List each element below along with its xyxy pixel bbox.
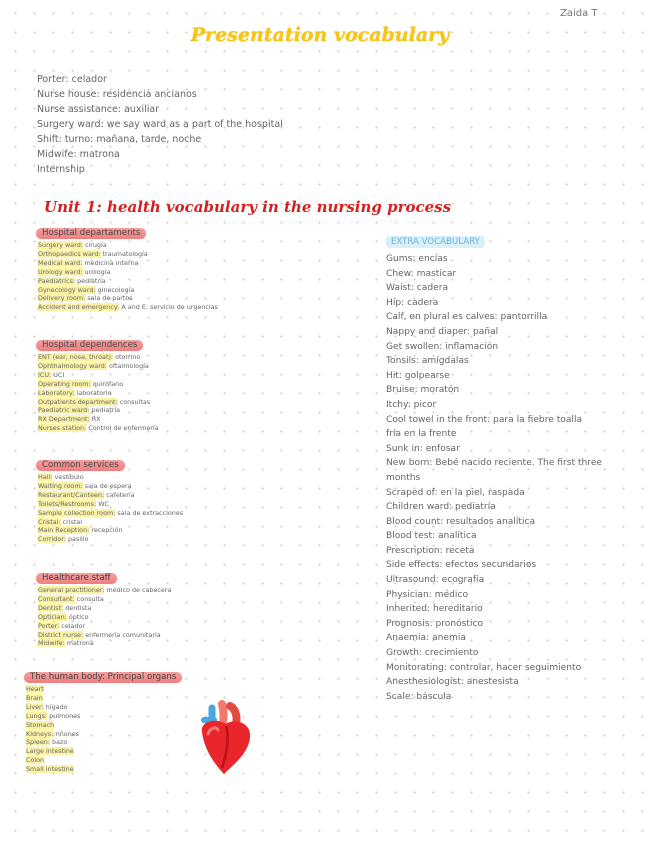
vocab-meaning: sala de espera bbox=[84, 481, 132, 490]
vocab-item bbox=[26, 730, 336, 739]
extra-vocab-line: Get swollen: inflamación bbox=[386, 341, 499, 352]
vocab-meaning: vestíbulo bbox=[54, 473, 84, 481]
vocab-term: Ophthalmology ward: bbox=[38, 361, 107, 370]
vocab-item bbox=[38, 406, 348, 415]
vocab-term: Waiting room: bbox=[38, 481, 83, 490]
extra-vocab-line: Physician: médico bbox=[386, 589, 469, 600]
vocab-meaning: pulmones bbox=[49, 711, 81, 720]
vocab-item bbox=[26, 712, 336, 721]
vocab-item bbox=[38, 250, 348, 259]
vocab-term: Kidneys: bbox=[26, 729, 54, 738]
vocab-item bbox=[26, 738, 336, 747]
vocab-item bbox=[38, 535, 348, 544]
vocab-item bbox=[26, 756, 336, 765]
vocab-term: Stomach bbox=[26, 720, 55, 729]
extra-vocab-line: Tonsils: amígdalas bbox=[386, 356, 469, 367]
vocab-item bbox=[38, 415, 348, 424]
vocab-item bbox=[38, 491, 348, 500]
section-items bbox=[38, 473, 348, 544]
vocab-meaning: otorrino bbox=[115, 353, 141, 361]
intro-line: Midwife: matrona bbox=[37, 149, 120, 160]
vocab-meaning: UCI bbox=[53, 370, 65, 379]
vocab-term: Cristal: bbox=[38, 517, 61, 526]
extra-vocab-line: Sunk in: enfosar bbox=[386, 443, 460, 454]
extra-vocab-line: Ultrasound: ecografía bbox=[386, 575, 485, 586]
vocab-meaning: oftalmología bbox=[109, 361, 149, 370]
vocab-item bbox=[38, 241, 348, 250]
extra-vocabulary-list bbox=[386, 252, 602, 704]
vocab-meaning: laboratorio bbox=[76, 388, 112, 397]
vocab-meaning: pediatría bbox=[77, 276, 106, 285]
page-title: Presentation vocabulary bbox=[190, 24, 450, 46]
extra-vocab-line: Growth: crecimiento bbox=[386, 648, 479, 659]
vocab-item bbox=[38, 586, 348, 595]
vocab-term: Small intestine bbox=[26, 765, 74, 774]
vocab-item bbox=[38, 639, 348, 648]
vocab-term: Paediatrics: bbox=[38, 276, 76, 285]
vocab-term: Brain bbox=[26, 693, 43, 702]
intro-line: Surgery ward: we say ward as a part of the hospital bbox=[37, 119, 283, 130]
section-heading: Hospital dependences bbox=[36, 340, 143, 351]
extra-vocab-line: Anesthesiologist: anestesista bbox=[386, 677, 519, 688]
extra-vocab-line: Hip: cadera bbox=[386, 297, 439, 308]
section-common-services bbox=[38, 452, 348, 544]
vocab-meaning: Control de enfermería bbox=[88, 424, 159, 433]
extra-vocab-line: Blood test: analítica bbox=[386, 531, 477, 542]
vocab-term: Spleen: bbox=[26, 738, 50, 747]
vocab-meaning: urología bbox=[84, 267, 111, 276]
vocab-term: Restaurant/Canteen: bbox=[38, 490, 105, 499]
intro-line: Shift: turno: mañana, tarde, noche bbox=[37, 134, 202, 145]
extra-vocab-line: Chew: masticar bbox=[386, 268, 457, 279]
vocab-term: Optician: bbox=[38, 612, 67, 621]
section-items bbox=[38, 586, 348, 648]
vocab-term: Surgery ward: bbox=[38, 241, 83, 249]
vocab-meaning: hígado bbox=[45, 702, 68, 711]
vocab-term: Nurses station: bbox=[38, 424, 87, 433]
vocab-term: Lungs: bbox=[26, 711, 48, 720]
section-heading: Healthcare staff bbox=[36, 573, 117, 584]
vocab-meaning: bazo bbox=[52, 738, 68, 747]
intro-line: Porter: celador bbox=[37, 74, 107, 85]
section-healthcare-staff bbox=[38, 565, 348, 648]
extra-vocab-line: Itchy: picor bbox=[386, 399, 437, 410]
extra-vocab-line: Waist: cadera bbox=[386, 283, 449, 294]
vocab-term: Porter: bbox=[38, 621, 60, 630]
vocab-meaning: A and E: servicio de urgencias bbox=[121, 303, 218, 312]
vocab-term: Gynecology ward: bbox=[38, 285, 96, 294]
vocab-term: District nurse: bbox=[38, 630, 84, 639]
vocab-item bbox=[38, 389, 348, 398]
vocab-term: General practitioner: bbox=[38, 586, 105, 594]
vocab-item bbox=[38, 473, 348, 482]
extra-vocab-line: Inherited: hereditario bbox=[386, 604, 483, 615]
vocab-term: Orthopaedics ward: bbox=[38, 249, 101, 258]
vocab-term: Consultant: bbox=[38, 594, 75, 603]
vocab-meaning: cafetería bbox=[106, 490, 135, 499]
vocab-item bbox=[26, 694, 336, 703]
extra-vocab-line: Side effects: efectos secundarios bbox=[386, 560, 537, 571]
extra-vocabulary-title: EXTRA VOCABULARY bbox=[386, 236, 485, 248]
extra-vocab-line: Prescription: receta bbox=[386, 545, 475, 556]
extra-vocab-line: months bbox=[386, 472, 421, 483]
section-items bbox=[38, 241, 348, 312]
vocab-term: Main Reception: bbox=[38, 526, 90, 535]
vocab-meaning: enfermería comunitaria bbox=[85, 630, 161, 639]
vocab-item bbox=[38, 380, 348, 389]
vocab-term: ENT (ear, nose, throat): bbox=[38, 353, 114, 361]
vocab-item bbox=[38, 509, 348, 518]
extra-vocab-line: Nappy and diaper: pañal bbox=[386, 326, 499, 337]
vocab-item bbox=[38, 398, 348, 407]
vocab-item bbox=[38, 424, 348, 433]
intro-line: Nurse house: residencia ancianos bbox=[37, 89, 197, 100]
extra-vocab-line: Hit: golpearse bbox=[386, 370, 450, 381]
extra-vocab-line: New born: Bebé nacido reciente. The first three bbox=[386, 458, 603, 469]
vocab-term: Liver: bbox=[26, 702, 44, 711]
section-human-body bbox=[26, 664, 336, 774]
vocab-item bbox=[38, 259, 348, 268]
extra-vocab-line: fría en la frente bbox=[386, 429, 457, 440]
vocab-term: ICU: bbox=[38, 370, 52, 379]
vocab-meaning: cirugía bbox=[84, 241, 107, 249]
vocab-term: Large intestine bbox=[26, 747, 74, 756]
vocab-item bbox=[38, 482, 348, 491]
vocab-meaning: dentista bbox=[65, 603, 92, 612]
vocab-meaning: consultas bbox=[119, 397, 151, 406]
vocab-meaning: medicina interna bbox=[84, 258, 139, 267]
vocab-item bbox=[38, 518, 348, 527]
vocab-item bbox=[38, 595, 348, 604]
vocab-item bbox=[38, 286, 348, 295]
section-items bbox=[26, 685, 336, 774]
vocab-term: Urology ward: bbox=[38, 267, 83, 276]
vocab-item bbox=[26, 721, 336, 730]
vocab-term: Operating room: bbox=[38, 379, 91, 388]
section-heading: The human body: Principal organs bbox=[24, 672, 182, 683]
vocab-term: Colon bbox=[26, 756, 45, 765]
vocab-meaning: traumatología bbox=[102, 249, 148, 258]
vocab-meaning: cristal bbox=[62, 517, 83, 526]
extra-vocab-line: Scale: báscula bbox=[386, 691, 452, 702]
vocab-term: Laboratory: bbox=[38, 388, 75, 397]
vocab-item bbox=[38, 526, 348, 535]
vocab-item bbox=[38, 604, 348, 613]
vocab-meaning: pediatría bbox=[91, 406, 121, 415]
vocab-item bbox=[26, 685, 336, 694]
vocab-meaning: médico de cabecera bbox=[106, 586, 172, 594]
vocab-item bbox=[38, 613, 348, 622]
intro-list bbox=[37, 72, 283, 177]
extra-vocab-line: Prognosis: pronóstico bbox=[386, 618, 484, 629]
unit-title: Unit 1: health vocabulary in the nursing process bbox=[44, 198, 452, 216]
extra-vocab-line: Gums: encías bbox=[386, 254, 448, 264]
section-heading: Common services bbox=[36, 460, 125, 471]
vocab-item bbox=[26, 747, 336, 756]
vocab-term: RX Department: bbox=[38, 415, 90, 424]
heart-illustration bbox=[190, 698, 272, 784]
extra-vocab-line: Calf, en plural es calves: pantorrilla bbox=[386, 312, 548, 323]
section-items bbox=[38, 353, 348, 433]
vocab-term: Paediatric ward: bbox=[38, 406, 90, 415]
vocab-term: Corridor: bbox=[38, 535, 66, 544]
vocab-meaning: quirófano bbox=[92, 379, 124, 388]
vocab-meaning: sala de partos bbox=[87, 294, 133, 303]
vocab-item bbox=[38, 362, 348, 371]
vocab-item bbox=[38, 277, 348, 286]
extra-vocab-line: Scraped of: en la piel, raspada bbox=[386, 487, 525, 498]
vocab-meaning: consulta bbox=[76, 594, 104, 603]
vocab-meaning: sala de extracciones bbox=[117, 508, 184, 517]
vocab-item bbox=[38, 500, 348, 509]
extra-vocab-line: Anaemia: anemia bbox=[386, 633, 466, 644]
vocab-meaning: matrona bbox=[66, 639, 94, 648]
vocab-term: Medical ward: bbox=[38, 258, 83, 267]
extra-vocab-line: Bruise: moratón bbox=[386, 385, 460, 396]
vocab-term: Toilets/Restrooms: bbox=[38, 499, 97, 508]
vocab-meaning: pasillo bbox=[67, 535, 89, 544]
heart-icon bbox=[190, 698, 272, 780]
vocab-meaning: ginecología bbox=[97, 285, 135, 294]
extra-vocab-line: Blood count: resultados analítica bbox=[386, 516, 536, 527]
author-name: Zaida T bbox=[560, 8, 598, 19]
intro-line: Nurse assistance: auxiliar bbox=[37, 104, 160, 115]
extra-vocab-line: Monitorating: controlar, hacer seguimiento bbox=[386, 662, 582, 673]
section-hospital-departaments bbox=[38, 220, 348, 312]
vocab-item bbox=[38, 371, 348, 380]
vocab-meaning: óptico bbox=[68, 612, 89, 621]
vocab-term: Delivery room: bbox=[38, 294, 86, 303]
vocab-term: Accident and emergency: bbox=[38, 303, 120, 312]
extra-vocab-line: Children ward: pediatría bbox=[386, 502, 496, 513]
vocab-meaning: riñones bbox=[55, 729, 80, 738]
intro-line: Internship bbox=[37, 164, 85, 175]
vocab-item bbox=[38, 303, 348, 312]
vocab-term: Hall: bbox=[38, 473, 53, 481]
vocab-term: Sample collection room: bbox=[38, 508, 116, 517]
vocab-term: Heart bbox=[26, 685, 44, 693]
vocab-item bbox=[26, 703, 336, 712]
vocab-item bbox=[26, 765, 336, 774]
vocab-item bbox=[38, 268, 348, 277]
vocab-term: Outpatients department: bbox=[38, 397, 118, 406]
vocab-meaning: RX bbox=[91, 415, 101, 424]
vocab-term: Dentist: bbox=[38, 603, 64, 612]
vocab-item bbox=[38, 622, 348, 631]
vocab-item bbox=[38, 294, 348, 303]
vocab-meaning: celador bbox=[61, 621, 86, 630]
vocab-term: Midwife: bbox=[38, 639, 65, 648]
vocab-item bbox=[38, 631, 348, 640]
section-hospital-dependences bbox=[38, 332, 348, 433]
section-heading: Hospital departaments bbox=[36, 228, 146, 239]
vocab-item bbox=[38, 353, 348, 362]
vocab-meaning: WC bbox=[98, 499, 109, 508]
extra-vocab-line: Cool towel in the front: para la fiebre toalla bbox=[386, 414, 583, 425]
vocab-meaning: recepción bbox=[91, 526, 123, 535]
